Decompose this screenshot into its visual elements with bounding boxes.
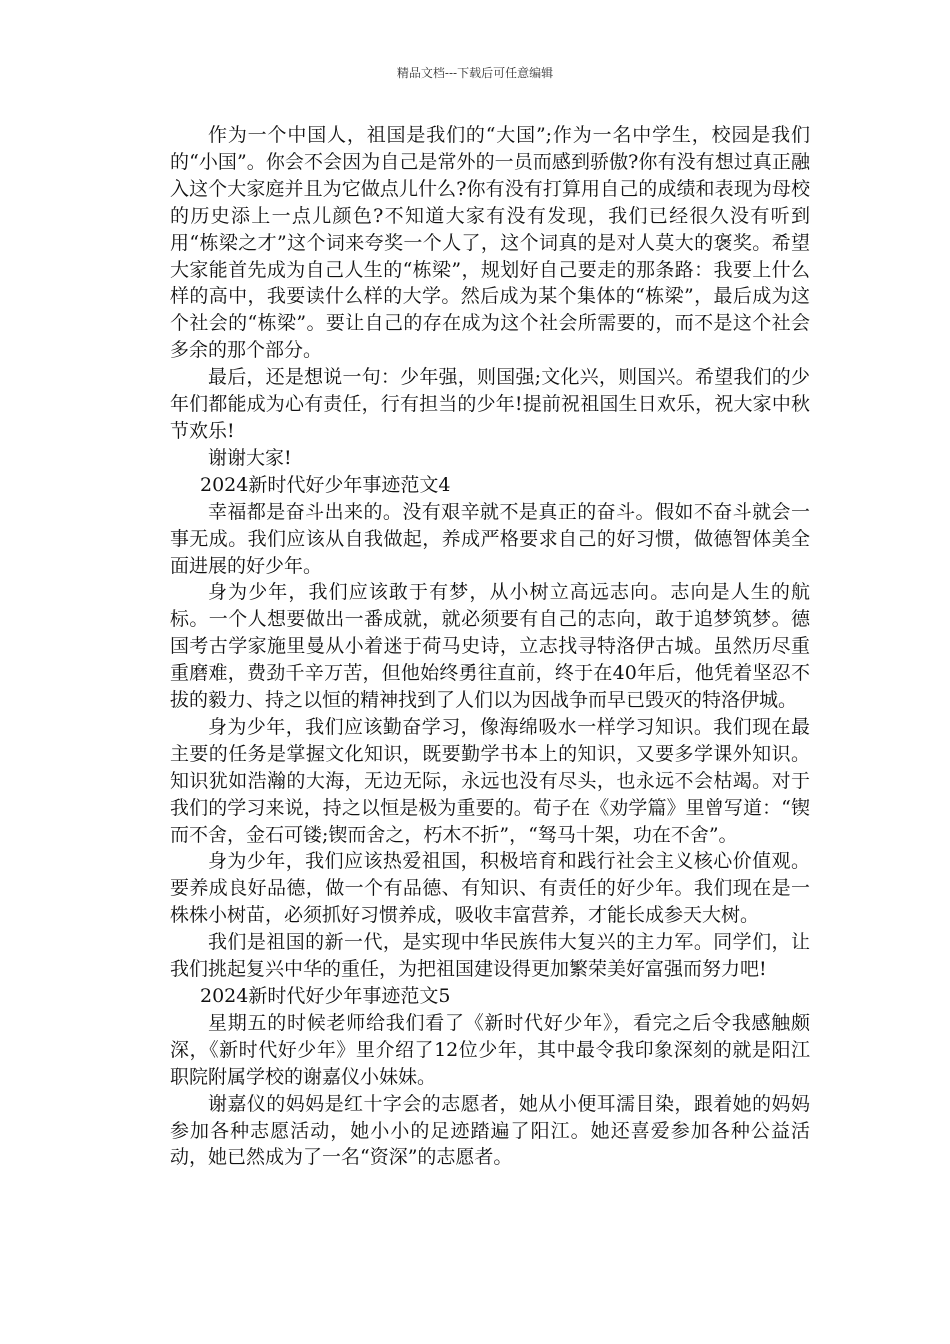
section-heading: 2024新时代好少年事迹范文4 [200,473,451,496]
paragraph: 身为少年，我们应该敢于有梦，从小树立高远志向。志向是人生的航标。一个人想要做出一番成就，就必须要有自己的志向，敢于追梦筑梦。德国考古学家施里曼从小着迷于荷马史诗，立志找寻特洛伊古城。虽然历尽重重磨难，费劲千辛万苦，但他始终勇往直前，终于在40年后，他凭着坚忍不拔的毅力、持之以恒的精神找到了人们以为因战争而早已毁灭的特洛伊城。 [170,581,810,712]
paragraph: 我们是祖国的新一代，是实现中华民族伟大复兴的主力军。同学们，让我们挑起复兴中华的重任，为把祖国建设得更加繁荣美好富强而努力吧! [170,931,810,981]
paragraph: 最后，还是想说一句：少年强，则国强;文化兴，则国兴。希望我们的少年们都能成为心有责任，行有担当的少年!提前祝祖国生日欢乐，祝大家中秋节欢乐! [170,366,810,442]
paragraph: 身为少年，我们应该热爱祖国，积极培育和践行社会主义核心价值观。要养成良好品德，做一个有品德、有知识、有责任的好少年。我们现在是一株株小树苗，必须抓好习惯养成，吸收丰富营养，才能长成参天大树。 [170,850,810,927]
paragraph: 谢嘉仪的妈妈是红十字会的志愿者，她从小便耳濡目染，跟着她的妈妈参加各种志愿活动，她小小的足迹踏遍了阳江。她还喜爱参加各种公益活动，她已然成为了一名“资深”的志愿者。 [170,1092,810,1169]
paragraph: 星期五的时候老师给我们看了《新时代好少年》，看完之后令我感触颇深，《新时代好少年》里介绍了12位少年，其中最令我印象深刻的就是阳江职院附属学校的谢嘉仪小妹妹。 [170,1011,810,1088]
paragraph: 作为一个中国人，祖国是我们的“大国”;作为一名中学生，校园是我们的“小国”。你会不会因为自己是常外的一员而感到骄傲?你有没有想过真正融入这个大家庭并且为它做点儿什么?你有没有打算用自己的成绩和表现为母校的历史添上一点儿颜色?不知道大家有没有发现，我们已经很久没有听到用“栋梁之才”这个词来夸奖一个人了，这个词真的是对人莫大的褒奖。希望大家能首先成为自己人生的“栋梁”，规划好自己要走的那条路：我要上什么样的高中，我要读什么样的大学。然后成为某个集体的“栋梁”，最后成为这个社会的“栋梁”。要让自己的存在成为这个社会所需要的，而不是这个社会多余的那个部分。 [170,124,810,362]
page-header: 精品文档---下载后可任意编辑 [396,66,554,80]
document-body [170,122,810,1171]
paragraph: 幸福都是奋斗出来的。没有艰辛就不是真正的奋斗。假如不奋斗就会一事无成。我们应该从自我做起，养成严格要求自己的好习惯，做德智体美全面进展的好少年。 [170,500,810,577]
paragraph: 谢谢大家! [208,446,292,469]
section-heading: 2024新时代好少年事迹范文5 [200,985,451,1007]
paragraph: 身为少年，我们应该勤奋学习，像海绵吸水一样学习知识。我们现在最主要的任务是掌握文化知识，既要勤学书本上的知识，又要多学课外知识。知识犹如浩瀚的大海，无边无际，永远也没有尽头，也永远不会枯竭。对于我们的学习来说，持之以恒是极为重要的。荀子在《劝学篇》里曾写道：“锲而不舍，金石可镂;锲而舍之，朽木不折”，“驽马十架，功在不舍”。 [170,715,810,846]
